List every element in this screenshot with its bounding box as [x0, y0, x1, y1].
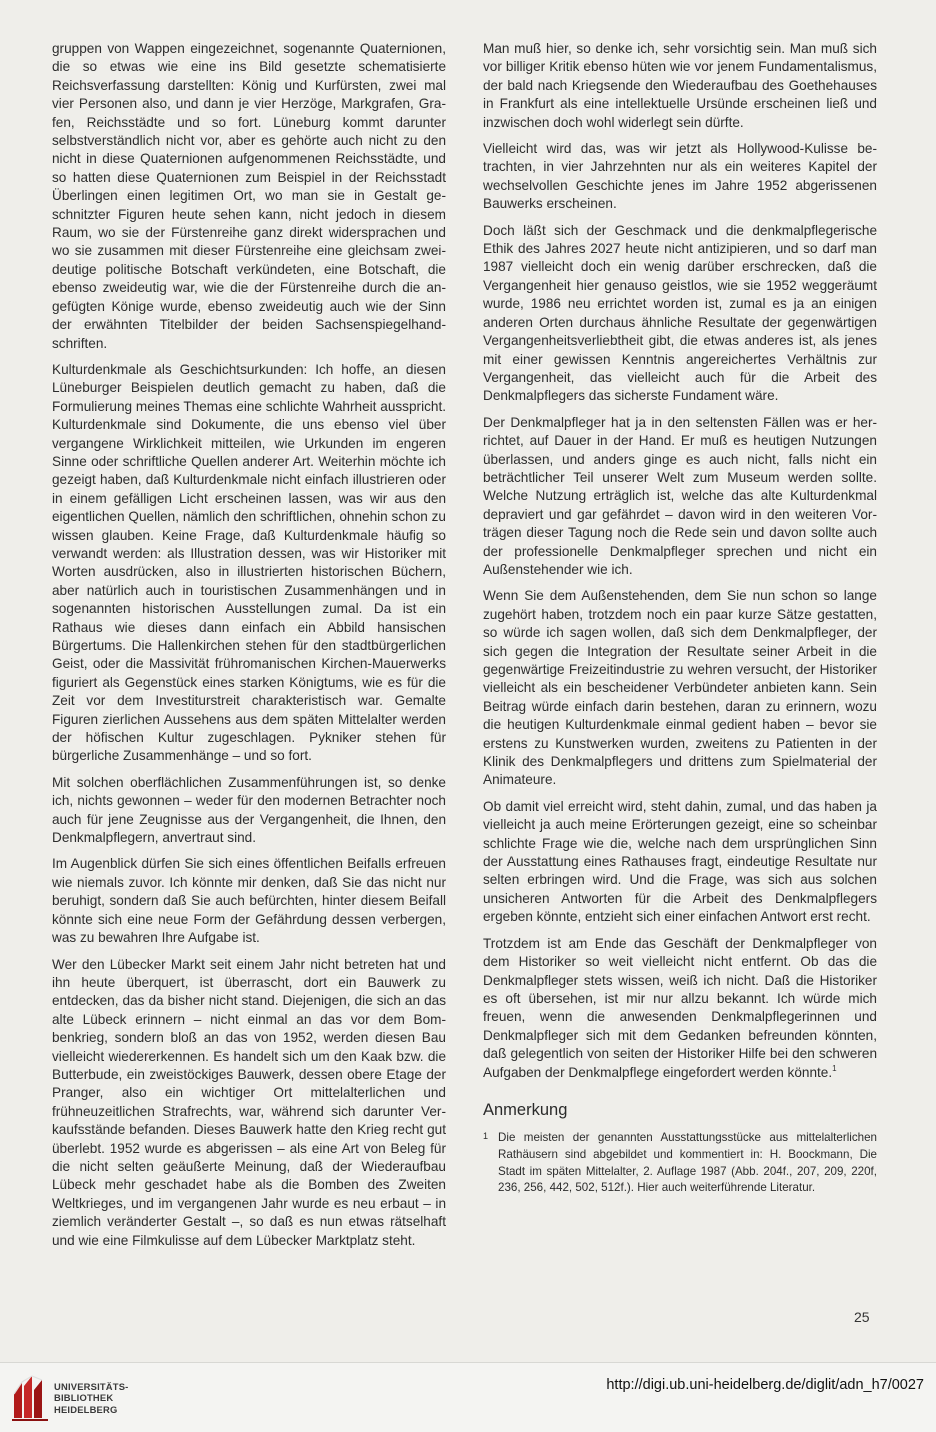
footnote-text: Die meisten der genannten Ausstattungsstücke aus mittelalterlichen Rathäusern sind abgebildet und kommentiert in: H. Boockmann, Die Stadt im späten Mittelalter, 2. Auflage 1987 (Abb. 204f., 207, 209, 220f, 236, 256, 442, 502, 512f.). Hier auch weiterführende Literatur.	[498, 1130, 877, 1195]
paragraph: Im Augenblick dürfen Sie sich eines öffentlichen Beifalls erfreuen wie niemals zuvor. Ich könnte mir denken, daß Sie das nicht nur beruhigt, sondern daß Sie auch befürchten, hinter diesem Beifall könnte sich eine neue Form der Gefährdung dessen verbergen, was zu bewahren Ihre Aufgabe ist.	[52, 856, 446, 946]
notes-heading: Anmerkung	[483, 1100, 568, 1119]
footnote-reference[interactable]: 1	[832, 1063, 837, 1073]
footer-bar	[0, 1362, 936, 1432]
paragraph: Doch läßt sich der Geschmack und die denkmalpflegerische Ethik des Jahres 2027 heute nicht antizipieren, und so darf man 1987 vielleicht doch ein wenig darüber erschrecken, daß die Vergangenheit hier genauso geistlos, wie sie 1952 weggeräumt wurde, 1986 neu errichtet worden ist, zumal es ja an einigen anderen Orten durchaus ähnliche Resultate der gegenwärtigen Vergangenheitsverliebtheit gibt, die etwas anderes ist, als jenes mit einer gewissen Kenntnis angereichertes Verhältnis zur Vergangenheit, das vielleicht auch für die Arbeit des Denkmalpflegers das sicherste Fundament wäre.	[483, 222, 877, 404]
paragraph-text: Trotzdem ist am Ende das Geschäft der Denkmalpfleger von dem Historiker so weit vielleicht nicht entfernt. Ob das die Denkmalpfleger stets wissen, weiß ich nicht. Daß die Historiker es oft übersehen, ist mir nur allzu bekannt. Ich würde mich freuen, wenn die anwesenden Denkmalpflegerinnen und Denkmalpfleger sich mit dem Gedanken befreunden könnten, daß gelegentlich von seiten der Historiker Hilfe bei den schweren Aufgaben der Denkmalpflege eingefordert werden könnte.	[483, 935, 877, 1080]
right-column	[483, 40, 877, 1197]
paragraph: Der Denkmalpfleger hat ja in den seltensten Fällen was er herrichtet, auf Dauer in der Hand. Er muß es heutigen Nutzungen überlassen, und anders ginge es auch nicht, falls nicht ein beträchtlicher Teil unserer Welt zum Museum werden sollte. Welche Nutzung erträglich ist, welche das alte Kulturdenkmal depraviert und gar gefährdet – davon wird in den weiteren Vorträgen dieser Tagung noch die Rede sein und davon sollte auch der professionelle Denkmalpfleger sprechen und nicht ein Außenstehender wie ich.	[483, 414, 877, 577]
left-column	[52, 40, 446, 1258]
paragraph: Man muß hier, so denke ich, sehr vorsichtig sein. Man muß sich vor billiger Kritik ebenso hüten wie vor jenem Fundamentalismus, der bald nach Kriegsende den Wiederaufbau des Goethehauses in Frankfurt als eine intellektuelle Ursünde erscheinen ließ und inzwischen doch wohl widerlegt sein dürfte.	[483, 41, 877, 130]
page-number: 25	[854, 1309, 870, 1325]
last-paragraph	[483, 935, 877, 1082]
permalink-url[interactable]: http://digi.ub.uni-heidelberg.de/diglit/adn_h7/0027	[606, 1377, 924, 1393]
library-name	[54, 1381, 128, 1415]
paragraph: Kulturdenkmale als Geschichtsurkunden: Ich hoffe, an diesen Lüneburger Beispielen deutlich gemacht zu haben, daß die Formulierung meines Themas eine schlichte Wahrheit ausspricht. Kulturdenkmale sind Dokumente, die uns ebenso viel über vergangene Wirklichkeit mitteilen, wie Urkunden im engeren Sinne oder schriftliche Quellen anderer Art. Weiterhin möchte ich gezeigt haben, daß Kulturdenkmale nicht einfach illustrieren oder in einem gefälligen Licht erscheinen lassen, was wir aus den eigentlichen Quellen, nämlich den schriftlichen, ohnehin schon zu wissen glauben. Keine Frage, daß Kulturdenkmale häufig so verwandt werden: als Illustration dessen, was wir Historiker mit Worten ausdrücken, also in illustrierten historischen Büchern, aber natürlich auch in touristischen Zusammenhängen und in sogenannten historischen Ausstellungen zumal. Da ist ein Rathaus wie dieses dann einfach ein Abbild hansischen Bürgertums. Die Hallenkirchen stehen für den stadtbürgerlichen Geist, oder die Massivität frühromanischen Kirchen-Mauerwerks figuriert als Gegenstück eines starken Königtums, wie es für die Zeit vor dem Investiturstreit charakteristisch war. Gemalte Figuren zierlichen Aussehens aus dem späten Mittelalter werden der höfischen Kultur zugeschlagen. Pykniker stehen für bürgerliche Zusammenhänge – und so fort.	[52, 361, 446, 764]
library-name-line: UNIVERSITÄTS-	[54, 1381, 129, 1392]
paragraph: gruppen von Wappen eingezeichnet, sogenannte Quaternionen, die so etwas wie eine ins Bild gesetzte schematisierte Reichsverfassung darstellten: König und Kurfürsten, zwei mal vier Personen also, und dann je vier Herzöge, Markgrafen, Grafen, Reichsstädte und so fort. Lüneburg kommt darunter selbstverständlich nicht vor, aber es gehörte auch nicht zu den nicht in diese Quaternionen aufgenommenen Reichsstädte, und so hatten diese Quaternionen zum Beispiel in der Reichsstadt Überlingen einen legitimen Ort, wo man sie in Gestalt geschnitzter Figuren heute sehen kann, nicht jedoch in diesem Raum, wo sie der Fürstenreihe ganz direkt widersprachen und wo sie zusammen mit dieser Fürstenreihe eine gleichsam zweideutige politische Botschaft verkündeten, eine Botschaft, die ebenso zweideutig war, wie die der Fürstenreihe durch die angefügten Könige wurde, ebenso zweideutig auch wie der Sinn der erwähnten Titelbilder der beiden Sachsenspiegelhandschriften.	[52, 41, 446, 351]
paragraph: Mit solchen oberflächlichen Zusammenführungen ist, so denke ich, nichts gewonnen – weder für den modernen Betrachter noch auch für jene Zeugnisse aus der Vergangenheit, die Ihnen, den Denkmalpflegern, anvertraut sind.	[52, 774, 446, 846]
library-name-line: HEIDELBERG	[54, 1403, 118, 1415]
footnote	[483, 1130, 877, 1197]
footnote-marker: 1	[483, 1130, 489, 1141]
library-name-line: BIBLIOTHEK	[54, 1392, 114, 1404]
university-library-logo-icon	[10, 1372, 50, 1422]
paragraph: Wer den Lübecker Markt seit einem Jahr nicht betreten hat und ihn heute überquert, ist überrascht, dort ein Bauwerk zu entdecken, das da bisher nicht stand. Diejenigen, die sich an das alte Lübeck erinnern – nicht einmal an das vor dem Bombenkrieg, sondern bloß an das von 1952, werden diesen Bau vielleicht wiedererkennen. Es handelt sich um den Kaak bzw. die Butterbude, ein zweistöckiges Bauwerk, dessen obere Etage der Pranger, also ein wichtiger Ort mittelalterlichen und frühneuzeitlichen Strafrechts, war, während sich darunter Verkaufsstände befanden. Dieses Bauwerk hatte den Krieg recht gut überlebt. 1952 wurde es abgerissen – als eine Art von Beleg für die nicht selten geäußerte Meinung, daß der Wiederaufbau Lübeck mehr geschadet habe als die Bomben des Zweiten Weltkrieges, und im vergangenen Jahr wurde es neu erbaut – in ziemlich veränderter Gestalt –, so daß es nun etwas rätselhaft und wie eine Filmkulisse auf dem Lübecker Marktplatz steht.	[52, 956, 446, 1248]
paragraph: Ob damit viel erreicht wird, steht dahin, zumal, und das haben ja vielleicht ja auch meine Erörterungen gezeigt, eine so scheinbar schlichte Frage wie die, welche nach dem ursprünglichen Sinn der Ausstattung eines Rathauses fragt, eindeutige Resultate nur selten erbringen wird. Und die Frage, was sich aus solchen unsicheren Antworten für die Arbeit des Denkmalpflegers ergeben könnte, entzieht sich einer einfachen Antwort erst recht.	[483, 798, 877, 925]
paragraph: Vielleicht wird das, was wir jetzt als Hollywood-Kulisse betrachten, in vier Jahrzehnten nur als ein weiteres Kapitel der wechselvollen Geschichte jenes im Jahre 1952 abgerissenen Bauwerks erscheinen.	[483, 141, 877, 212]
paragraph: Wenn Sie dem Außenstehenden, dem Sie nun schon so lange zugehört haben, trotzdem noch ein paar kurze Sätze gestatten, so würde ich sagen wollen, daß sich dem Denkmalpfleger, der sich gegen die Integration der Resultate seiner Arbeit in die gegenwärtige Freizeitindustrie zu wehren versucht, der Historiker vielleicht als ein bescheidener Verbündeter anbieten kann. Sein Beitrag würde einfach darin bestehen, daran zu erinnern, wozu die heutigen Kulturdenkmale einmal gedient haben – bevor sie erstens zu Kunstwerken wurden, zweitens zu Patienten in der Klinik des Denkmalpflegers und drittens zum Spielmaterial der Animateure.	[483, 588, 877, 788]
